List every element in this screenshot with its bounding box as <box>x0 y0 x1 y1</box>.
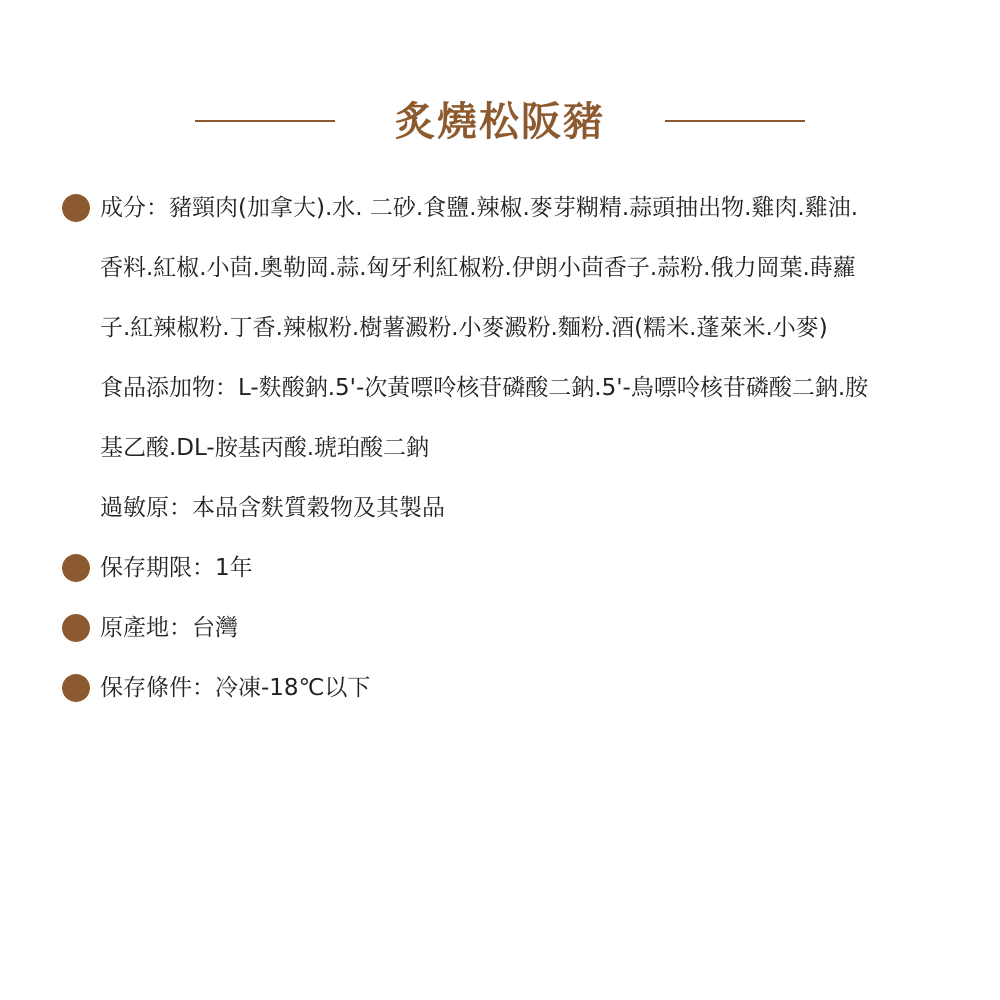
shelf-life-line: 保存期限：1年 <box>100 555 253 581</box>
title-row <box>0 92 1000 152</box>
storage-line: 保存條件：冷凍-18℃以下 <box>100 675 371 701</box>
bullet-storage-icon <box>62 674 90 702</box>
bullet-origin-icon <box>62 614 90 642</box>
ingredients-line: 成分：豬頸肉(加拿大).水. 二砂.食鹽.辣椒.麥芽糊精.蒜頭抽出物.雞肉.雞油. <box>100 195 859 221</box>
additives-line: 基乙酸.DL-胺基丙酸.琥珀酸二鈉 <box>100 435 430 461</box>
origin-line: 原產地：台灣 <box>100 615 238 641</box>
page-title: 炙燒松阪豬 <box>395 99 605 145</box>
ingredients-line: 子.紅辣椒粉.丁香.辣椒粉.樹薯澱粉.小麥澱粉.麵粉.酒(糯米.蓬萊米.小麥) <box>100 315 828 341</box>
title-divider-right <box>665 120 805 122</box>
allergen-line: 過敏原：本品含麩質穀物及其製品 <box>100 495 445 521</box>
bullet-shelf-life-icon <box>62 554 90 582</box>
bullet-ingredients-icon <box>62 194 90 222</box>
additives-line: 食品添加物：L-麩酸鈉.5'-次黃嘌呤核苷磷酸二鈉.5'-鳥嘌呤核苷磷酸二鈉.胺 <box>100 375 869 401</box>
ingredients-line: 香料.紅椒.小茴.奧勒岡.蒜.匈牙利紅椒粉.伊朗小茴香子.蒜粉.俄力岡葉.蒔蘿 <box>100 255 856 281</box>
